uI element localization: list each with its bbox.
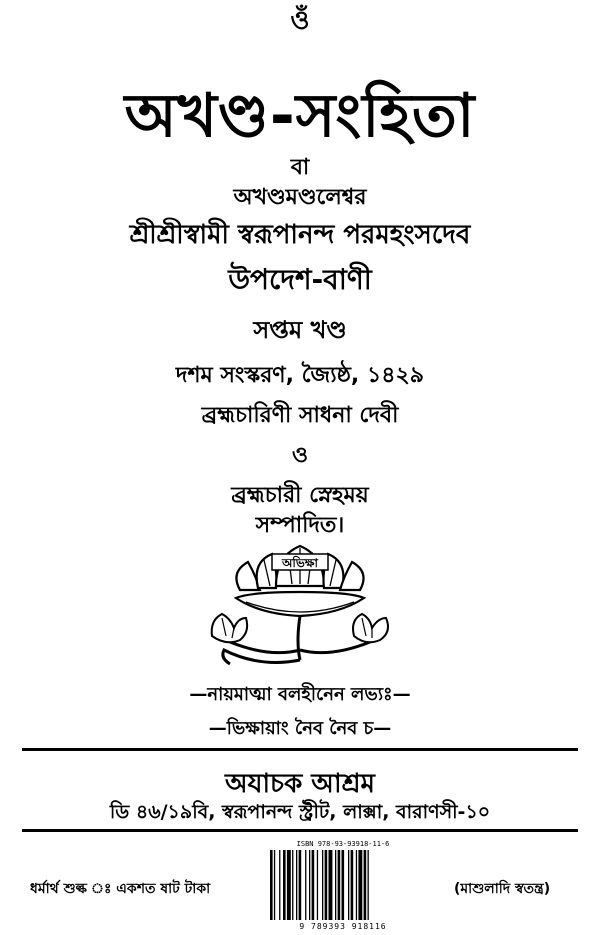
- book-title: অখণ্ড-সংহিতা: [124, 81, 476, 151]
- barcode-bar: [356, 850, 357, 920]
- barcode-bar: [317, 850, 318, 920]
- publisher-address: ডি ৪৬/১৯বি, স্বরূপানন্দ স্ট্রীট, লাক্সা, বারাণসী-১০: [109, 801, 491, 823]
- isbn-number: 9 789393 918116: [299, 922, 387, 931]
- divider-bottom: [22, 829, 578, 832]
- barcode-bar: [342, 850, 345, 920]
- subtitle-line-1: অখণ্ডমণ্ডলেশ্বর: [233, 185, 367, 210]
- isbn-label: ISBN 978-93-93918-11-6: [296, 840, 390, 848]
- conjunction-and: ও: [291, 443, 309, 468]
- barcode-bar: [364, 850, 367, 920]
- barcode-bar: [299, 850, 302, 920]
- editor-1: ব্রহ্মচারিণী সাধনা দেবী: [201, 403, 399, 428]
- emblem-text: অভিক্ষা: [282, 556, 318, 570]
- subtitle-line-2: শ্রীশ্রীস্বামী স্বরূপানন্দ পরমহংসদেব: [129, 220, 471, 250]
- edition-label: দশম সংস্করণ, জ্যৈষ্ঠ, ১৪২৯: [175, 363, 425, 388]
- barcode-bar: [309, 850, 310, 920]
- motto-line-1: —নায়মাত্মা বলহীনেন লভ্যঃ—: [189, 684, 411, 705]
- subtitle-line-3: উপদেশ-বাণী: [228, 263, 372, 296]
- lotus-emblem: [200, 532, 400, 670]
- barcode-bar: [270, 850, 273, 920]
- postage-note: (মাশুলাদি স্বতন্ত্র): [454, 881, 551, 897]
- barcode-bar: [338, 850, 341, 920]
- barcode-bar: [279, 850, 280, 920]
- conjunction-ba: বা: [290, 155, 310, 180]
- barcode-bar: [305, 850, 306, 920]
- barcode-bar: [335, 850, 336, 920]
- barcode-bar: [287, 850, 291, 920]
- barcode-bar: [292, 850, 293, 920]
- barcode-bar: [296, 850, 297, 920]
- motto-line-2: —ভিক্ষায়াং নৈব নৈব চ—: [208, 718, 392, 739]
- isbn-barcode: [262, 840, 424, 932]
- om-symbol: ওঁ: [290, 6, 310, 36]
- edited-label: সম্পাদিত।: [255, 513, 345, 538]
- barcode-bars: [268, 850, 418, 920]
- publisher-name: অযাচক আশ্রম: [225, 769, 375, 799]
- volume-label: সপ্তম খণ্ড: [253, 316, 347, 344]
- barcode-bar: [283, 850, 286, 920]
- barcode-bar: [348, 850, 349, 920]
- barcode-bar: [325, 850, 328, 920]
- barcode-bar: [351, 850, 354, 920]
- barcode-bar: [312, 850, 315, 920]
- barcode-bar: [274, 850, 275, 920]
- barcode-bar: [322, 850, 323, 920]
- barcode-bar: [329, 850, 333, 920]
- divider-top: [22, 748, 578, 751]
- barcode-bar: [358, 850, 362, 920]
- barcode-bar: [368, 850, 369, 920]
- price-label: ধর্মার্থ শুল্ক ঃ একশত ষাট টাকা: [30, 881, 211, 897]
- editor-2: ব্রহ্মচারী স্নেহময়: [231, 483, 369, 508]
